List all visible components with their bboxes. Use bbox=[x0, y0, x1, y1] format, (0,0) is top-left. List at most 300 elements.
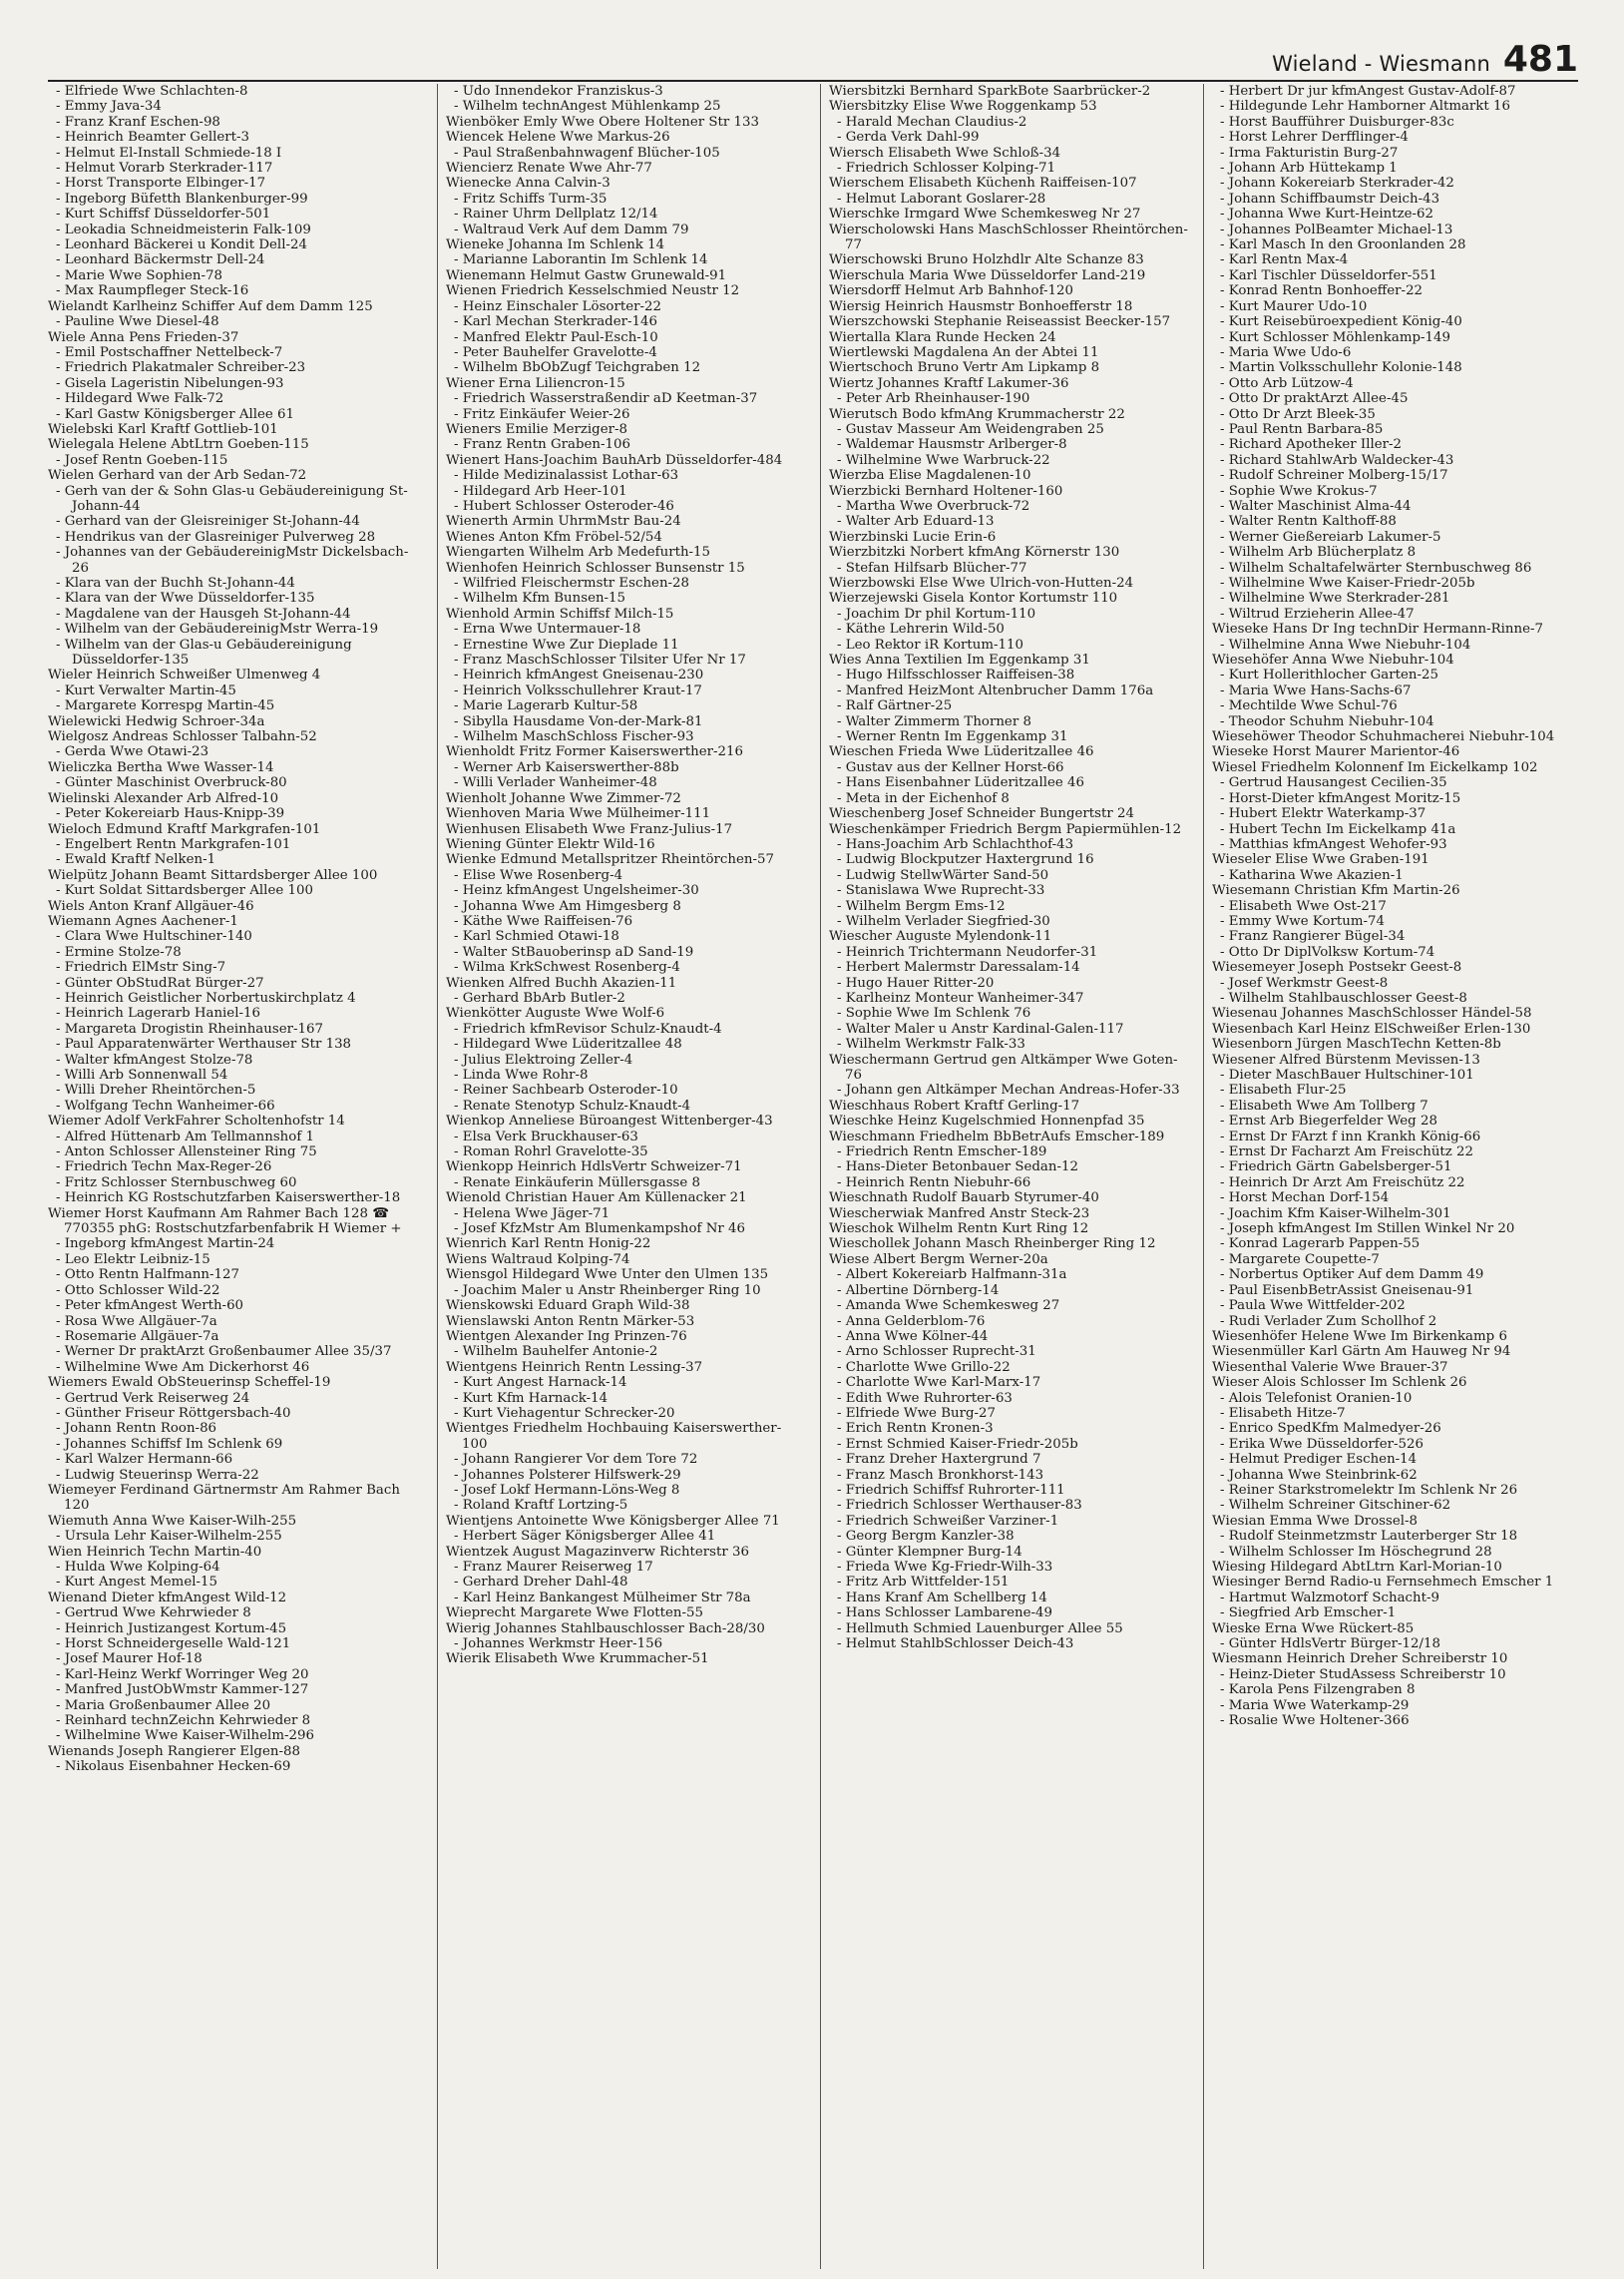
directory-entry: - Walter kfmAngest Stolze-78 bbox=[56, 1052, 253, 1068]
directory-entry: - Friedrich Schlosser Kolping-71 bbox=[837, 161, 1056, 177]
directory-entry: - Maria Großenbaumer Allee 20 bbox=[56, 1697, 271, 1713]
directory-entry: - Ralf Gärtner-25 bbox=[837, 698, 953, 714]
directory-entry: Wierszchowski Stephanie Reiseassist Beecker-157 bbox=[829, 314, 1171, 330]
directory-entry: - Gerh van der & Sohn Glas-u Gebäudereinigung St-Johann-44 bbox=[56, 483, 408, 514]
directory-entry: - Kurt Schiffsf Düsseldorfer-501 bbox=[56, 207, 271, 223]
directory-entry: Wiesemeyer Joseph Postsekr Geest-8 bbox=[1212, 960, 1462, 976]
directory-entry: - Charlotte Wwe Karl-Marx-17 bbox=[837, 1375, 1041, 1391]
directory-entry: - Ernst Arb Biegerfelder Weg 28 bbox=[1220, 1114, 1437, 1130]
directory-entry: - Paul Straßenbahnwagenf Blücher-105 bbox=[454, 145, 720, 161]
directory-entry: - Willi Dreher Rheintörchen-5 bbox=[56, 1083, 256, 1099]
directory-entry: Wierzbowski Else Wwe Ulrich-von-Hutten-24 bbox=[829, 576, 1134, 591]
directory-entry: - Amanda Wwe Schemkesweg 27 bbox=[837, 1298, 1060, 1314]
directory-entry: - Wilhelmine Wwe Am Dickerhorst 46 bbox=[56, 1359, 310, 1375]
directory-entry: - Josef Werkmstr Geest-8 bbox=[1220, 975, 1389, 991]
directory-entry: - Elfriede Wwe Burg-27 bbox=[837, 1405, 997, 1421]
directory-entry: Wielegala Helene AbtLtrn Goeben-115 bbox=[48, 437, 309, 453]
directory-entry: Wieschermann Gertrud gen Altkämper Wwe Goten-76 bbox=[829, 1052, 1178, 1083]
directory-entry: - Kurt Kfm Harnack-14 bbox=[454, 1390, 609, 1406]
directory-entry: Wierschula Maria Wwe Düsseldorfer Land-219 bbox=[829, 267, 1146, 283]
directory-entry: Wiersig Heinrich Hausmstr Bonhoefferstr 18 bbox=[829, 298, 1133, 314]
directory-entry: - Ursula Lehr Kaiser-Wilhelm-255 bbox=[56, 1529, 282, 1545]
directory-entry: - Rosalie Wwe Holtener-366 bbox=[1220, 1713, 1410, 1729]
directory-entry: - Wiltrud Erzieherin Allee-47 bbox=[1220, 606, 1415, 622]
directory-entry: Wielandt Karlheinz Schiffer Auf dem Damm 125 bbox=[48, 298, 373, 314]
directory-entry: - Gertrud Verk Reiserweg 24 bbox=[56, 1390, 250, 1406]
directory-entry: Wieske Erna Wwe Rückert-85 bbox=[1212, 1620, 1415, 1636]
directory-entry: Wienkopp Heinrich HdlsVertr Schweizer-71 bbox=[446, 1159, 742, 1175]
directory-entry: - Martin Volksschullehr Kolonie-148 bbox=[1220, 360, 1462, 376]
directory-entry: Wierschem Elisabeth Küchenh Raiffeisen-107 bbox=[829, 176, 1137, 192]
directory-entry: - Heinrich Rentn Niebuhr-66 bbox=[837, 1174, 1031, 1190]
directory-entry: - Johannes Werkmstr Heer-156 bbox=[454, 1636, 663, 1652]
directory-entry: - Pauline Wwe Diesel-48 bbox=[56, 314, 219, 330]
directory-entry: - Renate Stenotyp Schulz-Knaudt-4 bbox=[454, 1098, 691, 1114]
directory-entry: Wienkop Anneliese Büroangest Wittenberger-43 bbox=[446, 1114, 773, 1130]
directory-entry: - Peter Bauhelfer Gravelotte-4 bbox=[454, 344, 657, 360]
directory-entry: Wienke Edmund Metallspritzer Rheintörchen-57 bbox=[446, 852, 774, 868]
directory-entry: - Heinrich Beamter Gellert-3 bbox=[56, 130, 250, 146]
directory-entry: Wierzbicki Bernhard Holtener-160 bbox=[829, 483, 1063, 499]
directory-entry: - Elisabeth Wwe Am Tollberg 7 bbox=[1220, 1098, 1428, 1114]
directory-entry: Wienholt Johanne Wwe Zimmer-72 bbox=[446, 790, 681, 806]
directory-entry: Wientgen Alexander Ing Prinzen-76 bbox=[446, 1328, 687, 1344]
directory-entry: - Werner Arb Kaiserswerther-88b bbox=[454, 759, 679, 775]
directory-entry: - Gerda Verk Dahl-99 bbox=[837, 130, 980, 146]
directory-entry: - Magdalene van der Hausgeh St-Johann-44 bbox=[56, 606, 351, 622]
directory-entry: - Frieda Wwe Kg-Friedr-Wilh-33 bbox=[837, 1560, 1053, 1575]
directory-entry: Wierscholowski Hans MaschSchlosser Rheintörchen-77 bbox=[829, 222, 1188, 253]
directory-entry: - Günter ObStudRat Bürger-27 bbox=[56, 975, 264, 991]
directory-entry: - Irma Fakturistin Burg-27 bbox=[1220, 145, 1399, 161]
directory-entry: Wiertschoch Bruno Vertr Am Lipkamp 8 bbox=[829, 360, 1100, 376]
directory-entry: Wieschmann Friedhelm BbBetrAufs Emscher-189 bbox=[829, 1129, 1165, 1144]
directory-entry: - Peter Kokereiarb Haus-Knipp-39 bbox=[56, 806, 285, 822]
directory-entry: - Linda Wwe Rohr-8 bbox=[454, 1068, 589, 1083]
directory-entry: - Hubert Elektr Waterkamp-37 bbox=[1220, 806, 1426, 822]
directory-entry: - Fritz Arb Wittfelder-151 bbox=[837, 1575, 1010, 1591]
directory-entry: Wierik Elisabeth Wwe Krummacher-51 bbox=[446, 1651, 709, 1667]
directory-entry: Wiensgol Hildegard Wwe Unter den Ulmen 135 bbox=[446, 1267, 769, 1283]
directory-entry: - Friedrich Schweißer Varziner-1 bbox=[837, 1513, 1059, 1529]
directory-entry: Wiengarten Wilhelm Arb Medefurth-15 bbox=[446, 545, 711, 561]
directory-entry: - Heinrich Lagerarb Haniel-16 bbox=[56, 1006, 260, 1022]
directory-entry: - Wilhelm Werkmstr Falk-33 bbox=[837, 1037, 1025, 1053]
directory-entry: Wieners Emilie Merziger-8 bbox=[446, 421, 627, 437]
directory-entry: - Josef Maurer Hof-18 bbox=[56, 1651, 203, 1667]
directory-entry: Wieseke Horst Maurer Marientor-46 bbox=[1212, 744, 1460, 760]
directory-entry: - Paul Rentn Barbara-85 bbox=[1220, 421, 1384, 437]
directory-entry: Wiele Anna Pens Frieden-37 bbox=[48, 329, 239, 345]
directory-entry: - Günter Klempner Burg-14 bbox=[837, 1544, 1022, 1560]
directory-entry: - Richard Apotheker Iller-2 bbox=[1220, 437, 1402, 453]
directory-entry: Wienold Christian Hauer Am Küllenacker 21 bbox=[446, 1190, 747, 1206]
directory-entry: - Theodor Schuhm Niebuhr-104 bbox=[1220, 713, 1434, 729]
directory-entry: Wiesehöwer Theodor Schuhmacherei Niebuhr-104 bbox=[1212, 729, 1555, 745]
directory-entry: - Karl Heinz Bankangest Mülheimer Str 78a bbox=[454, 1590, 751, 1605]
directory-entry: - Anna Gelderblom-76 bbox=[837, 1313, 986, 1329]
directory-entry: Wielebski Karl Kraftf Gottlieb-101 bbox=[48, 421, 278, 437]
directory-entry: - Günter Maschinist Overbruck-80 bbox=[56, 775, 287, 791]
directory-entry: - Wolfgang Techn Wanheimer-66 bbox=[56, 1098, 275, 1114]
directory-entry: - Rudolf Schreiner Molberg-15/17 bbox=[1220, 468, 1448, 484]
directory-entry: Wiencierz Renate Wwe Ahr-77 bbox=[446, 161, 652, 177]
directory-entry: - Hubert Schlosser Osteroder-46 bbox=[454, 498, 674, 514]
directory-entry: - Wilhelm BbObZugf Teichgraben 12 bbox=[454, 360, 701, 376]
directory-entry: - Roland Kraftf Lortzing-5 bbox=[454, 1498, 628, 1514]
directory-entry: - Hugo Hilfsschlosser Raiffeisen-38 bbox=[837, 668, 1075, 684]
directory-entry: - Johann Schiffbaumstr Deich-43 bbox=[1220, 191, 1440, 207]
directory-entry: - Wilhelm van der GebäudereinigMstr Werra-19 bbox=[56, 622, 379, 638]
directory-entry: Wiels Anton Kranf Allgäuer-46 bbox=[48, 898, 254, 914]
directory-entry: Wiemer Adolf VerkFahrer Scholtenhofstr 14 bbox=[48, 1114, 345, 1130]
directory-entry: - Kurt Hollerithlocher Garten-25 bbox=[1220, 668, 1438, 684]
directory-entry: Wieschok Wilhelm Rentn Kurt Ring 12 bbox=[829, 1221, 1089, 1237]
directory-entry: Wieschnath Rudolf Bauarb Styrumer-40 bbox=[829, 1190, 1099, 1206]
directory-entry: Wiescherwiak Manfred Anstr Steck-23 bbox=[829, 1205, 1090, 1221]
directory-entry: - Martha Wwe Overbruck-72 bbox=[837, 498, 1030, 514]
directory-entry: - Paul Apparatenwärter Werthauser Str 138 bbox=[56, 1037, 352, 1053]
directory-entry: - Horst Baufführer Duisburger-83c bbox=[1220, 114, 1454, 130]
directory-entry: - Ludwig Blockputzer Haxtergrund 16 bbox=[837, 852, 1094, 868]
directory-entry: Wienhoven Maria Wwe Mülheimer-111 bbox=[446, 806, 711, 822]
directory-entry: Wiersbitzky Elise Wwe Roggenkamp 53 bbox=[829, 99, 1097, 115]
directory-entry: - Leokadia Schneidmeisterin Falk-109 bbox=[56, 222, 311, 237]
directory-entry: Wiertz Johannes Kraftf Lakumer-36 bbox=[829, 375, 1069, 391]
directory-entry: - Karl Masch In den Groonlanden 28 bbox=[1220, 237, 1466, 253]
directory-entry: - Ermine Stolze-78 bbox=[56, 944, 182, 960]
directory-entry: Wierschke Irmgard Wwe Schemkesweg Nr 27 bbox=[829, 207, 1141, 223]
directory-entry: Wienskowski Eduard Graph Wild-38 bbox=[446, 1298, 690, 1314]
directory-entry: - Wilhelmine Wwe Kaiser-Wilhelm-296 bbox=[56, 1728, 314, 1744]
directory-entry: - Elsa Verk Bruckhauser-63 bbox=[454, 1129, 638, 1144]
directory-entry: - Horst-Dieter kfmAngest Moritz-15 bbox=[1220, 790, 1461, 806]
directory-entry: - Kurt Reisebüroexpedient König-40 bbox=[1220, 314, 1462, 330]
directory-entry: - Leonhard Bäckermstr Dell-24 bbox=[56, 252, 265, 268]
directory-entry: Wienert Hans-Joachim BauhArb Düsseldorfer-484 bbox=[446, 452, 783, 468]
directory-entry: - Leo Elektr Leibniz-15 bbox=[56, 1251, 210, 1267]
directory-entry: - Walter Zimmerm Thorner 8 bbox=[837, 713, 1031, 729]
directory-entry: - Walter Maschinist Alma-44 bbox=[1220, 498, 1412, 514]
directory-entry: - Kurt Schlosser Möhlenkamp-149 bbox=[1220, 329, 1450, 345]
directory-entry: - Gertrud Hausangest Cecilien-35 bbox=[1220, 775, 1447, 791]
directory-entry: Wieschhaus Robert Kraftf Gerling-17 bbox=[829, 1098, 1080, 1114]
directory-entry: - Hellmuth Schmied Lauenburger Allee 55 bbox=[837, 1620, 1123, 1636]
directory-entry: Wiencek Helene Wwe Markus-26 bbox=[446, 130, 670, 146]
directory-entry: Wienen Friedrich Kesselschmied Neustr 12 bbox=[446, 283, 740, 299]
directory-entry: - Harald Mechan Claudius-2 bbox=[837, 114, 1027, 130]
directory-entry: - Emmy Java-34 bbox=[56, 99, 162, 115]
directory-entry: - Hildegard Wwe Lüderitzallee 48 bbox=[454, 1037, 682, 1053]
directory-entry: - Johann Rangierer Vor dem Tore 72 bbox=[454, 1452, 698, 1468]
directory-entry: Wiesenthal Valerie Wwe Brauer-37 bbox=[1212, 1359, 1448, 1375]
directory-entry: - Fritz Schlosser Sternbuschweg 60 bbox=[56, 1174, 297, 1190]
directory-entry: - Karl Schmied Otawi-18 bbox=[454, 929, 619, 945]
directory-entry: - Ernst Dr Facharzt Am Freischütz 22 bbox=[1220, 1144, 1474, 1160]
directory-entry: - Walter StBauoberinsp aD Sand-19 bbox=[454, 944, 694, 960]
directory-entry: - Ludwig StellwWärter Sand-50 bbox=[837, 867, 1049, 883]
directory-entry: - Otto Schlosser Wild-22 bbox=[56, 1282, 220, 1298]
directory-entry: - Friedrich kfmRevisor Schulz-Knaudt-4 bbox=[454, 1021, 722, 1037]
directory-entry: - Rudi Verlader Zum Schollhof 2 bbox=[1220, 1313, 1437, 1329]
directory-entry: - Friedrich Schlosser Werthauser-83 bbox=[837, 1498, 1082, 1514]
directory-entry: - Reiner Starkstromelektr Im Schlenk Nr 26 bbox=[1220, 1482, 1518, 1498]
directory-entry: Wientges Friedhelm Hochbauing Kaiserswerther-100 bbox=[446, 1421, 782, 1452]
directory-entry: - Richard StahlwArb Waldecker-43 bbox=[1220, 452, 1454, 468]
directory-entry: Wiersbitzki Bernhard SparkBote Saarbrücker-2 bbox=[829, 84, 1151, 99]
directory-entry: Wienes Anton Kfm Fröbel-52/54 bbox=[446, 529, 662, 545]
directory-entry: - Ernst Schmied Kaiser-Friedr-205b bbox=[837, 1436, 1078, 1452]
directory-entry: Wiesener Alfred Bürstenm Mevissen-13 bbox=[1212, 1052, 1480, 1068]
directory-entry: Wielinski Alexander Arb Alfred-10 bbox=[48, 790, 279, 806]
directory-entry: - Wilhelmine Wwe Sterkrader-281 bbox=[1220, 591, 1450, 607]
directory-entry: Wiese Albert Bergm Werner-20a bbox=[829, 1251, 1048, 1267]
directory-entry: Wiens Waltraud Kolping-74 bbox=[446, 1251, 630, 1267]
directory-entry: - Sophie Wwe Im Schlenk 76 bbox=[837, 1006, 1031, 1022]
directory-entry: - Klara van der Buchh St-Johann-44 bbox=[56, 576, 295, 591]
directory-entry: - Hans-Joachim Arb Schlachthof-43 bbox=[837, 836, 1074, 852]
directory-entry: Wienrich Karl Rentn Honig-22 bbox=[446, 1236, 651, 1252]
directory-entry: - Wilhelm Bauhelfer Antonie-2 bbox=[454, 1344, 658, 1360]
directory-entry: - Helena Wwe Jäger-71 bbox=[454, 1205, 610, 1221]
directory-entry: - Franz Maurer Reiserweg 17 bbox=[454, 1560, 653, 1575]
directory-entry: Wierzbitzki Norbert kfmAng Körnerstr 130 bbox=[829, 545, 1120, 561]
directory-entry: - Johann Arb Hüttekamp 1 bbox=[1220, 161, 1398, 177]
directory-entry: - Wilhelm Arb Blücherplatz 8 bbox=[1220, 545, 1417, 561]
directory-entry: - Joachim Dr phil Kortum-110 bbox=[837, 606, 1036, 622]
directory-entry: - Emmy Wwe Kortum-74 bbox=[1220, 913, 1385, 929]
directory-entry: - Karola Pens Filzengraben 8 bbox=[1220, 1682, 1416, 1698]
directory-entry: - Paula Wwe Wittfelder-202 bbox=[1220, 1298, 1406, 1314]
directory-column-3 bbox=[820, 84, 1188, 2269]
directory-entry: - Heinrich Trichtermann Neudorfer-31 bbox=[837, 944, 1098, 960]
directory-entry: Wienholdt Fritz Former Kaiserswerther-216 bbox=[446, 744, 743, 760]
directory-entry: - Johannes Schiffsf Im Schlenk 69 bbox=[56, 1436, 283, 1452]
directory-entry: - Heinrich kfmAngest Gneisenau-230 bbox=[454, 668, 704, 684]
directory-entry: - Hans Schlosser Lambarene-49 bbox=[837, 1605, 1052, 1621]
directory-entry: - Charlotte Wwe Grillo-22 bbox=[837, 1359, 1011, 1375]
page-header bbox=[48, 36, 1578, 82]
directory-entry: - Enrico SpedKfm Malmedyer-26 bbox=[1220, 1421, 1441, 1437]
directory-entry: - Norbertus Optiker Auf dem Damm 49 bbox=[1220, 1267, 1484, 1283]
directory-entry: - Walter Arb Eduard-13 bbox=[837, 514, 995, 530]
directory-entry: - Horst Transporte Elbinger-17 bbox=[56, 176, 266, 192]
directory-entry: Wieschen Frieda Wwe Lüderitzallee 46 bbox=[829, 744, 1094, 760]
directory-entry: Wieloch Edmund Kraftf Markgrafen-101 bbox=[48, 821, 321, 837]
directory-entry: - Franz MaschSchlosser Tilsiter Ufer Nr 17 bbox=[454, 653, 746, 669]
directory-entry: - Hugo Hauer Ritter-20 bbox=[837, 975, 995, 991]
directory-entry: - Konrad Rentn Bonhoeffer-22 bbox=[1220, 283, 1423, 299]
directory-entry: - Wilma KrkSchwest Rosenberg-4 bbox=[454, 960, 680, 976]
directory-entry: - Sibylla Hausdame Von-der-Mark-81 bbox=[454, 713, 703, 729]
directory-entry: - Konrad Lagerarb Pappen-55 bbox=[1220, 1236, 1421, 1252]
directory-entry: - Gerda Wwe Otawi-23 bbox=[56, 744, 209, 760]
directory-entry: Wiesehöfer Anna Wwe Niebuhr-104 bbox=[1212, 653, 1454, 669]
directory-entry: - Wilhelm Schreiner Gitschiner-62 bbox=[1220, 1498, 1451, 1514]
directory-entry: - Kurt Verwalter Martin-45 bbox=[56, 683, 236, 698]
directory-entry: - Kurt Angest Memel-15 bbox=[56, 1575, 217, 1591]
directory-entry: - Hartmut Walzmotorf Schacht-9 bbox=[1220, 1590, 1439, 1605]
directory-entry: Wierutsch Bodo kfmAng Krummacherstr 22 bbox=[829, 406, 1125, 422]
directory-entry: - Otto Arb Lützow-4 bbox=[1220, 375, 1354, 391]
directory-entry: Wiesing Hildegard AbtLtrn Karl-Morian-10 bbox=[1212, 1560, 1502, 1575]
directory-entry: Wienand Dieter kfmAngest Wild-12 bbox=[48, 1590, 287, 1605]
directory-entry: Wientgens Heinrich Rentn Lessing-37 bbox=[446, 1359, 703, 1375]
directory-entry: Wienerth Armin UhrmMstr Bau-24 bbox=[446, 514, 681, 530]
directory-entry: - Heinrich Dr Arzt Am Freischütz 22 bbox=[1220, 1174, 1465, 1190]
directory-entry: - Reinhard technZeichn Kehrwieder 8 bbox=[56, 1713, 311, 1729]
directory-entry: - Waldemar Hausmstr Arlberger-8 bbox=[837, 437, 1067, 453]
directory-entry: - Heinz kfmAngest Ungelsheimer-30 bbox=[454, 883, 699, 899]
directory-entry: Wiesenmüller Karl Gärtn Am Hauweg Nr 94 bbox=[1212, 1344, 1511, 1360]
directory-entry: - Klara van der Wwe Düsseldorfer-135 bbox=[56, 591, 315, 607]
directory-entry: - Elisabeth Flur-25 bbox=[1220, 1083, 1347, 1099]
directory-entry: - Karlheinz Monteur Wanheimer-347 bbox=[837, 990, 1084, 1006]
directory-entry: - Heinz Einschaler Lösorter-22 bbox=[454, 298, 661, 314]
directory-entry: Wielpütz Johann Beamt Sittardsberger Allee 100 bbox=[48, 867, 378, 883]
directory-entry: - Hildegunde Lehr Hamborner Altmarkt 16 bbox=[1220, 99, 1510, 115]
directory-entry: Wien Heinrich Techn Martin-40 bbox=[48, 1544, 262, 1560]
directory-entry: Wientzek August Magazinverw Richterstr 36 bbox=[446, 1544, 749, 1560]
directory-columns bbox=[48, 84, 1578, 2269]
directory-entry: - Marie Lagerarb Kultur-58 bbox=[454, 698, 638, 714]
directory-column-2 bbox=[437, 84, 805, 2269]
directory-entry: - Leonhard Bäckerei u Kondit Dell-24 bbox=[56, 237, 307, 253]
directory-entry: - Fritz Schiffs Turm-35 bbox=[454, 191, 608, 207]
directory-entry: Wienemann Helmut Gastw Grunewald-91 bbox=[446, 267, 727, 283]
directory-entry: Wies Anna Textilien Im Eggenkamp 31 bbox=[829, 653, 1090, 669]
directory-entry: - Fritz Einkäufer Weier-26 bbox=[454, 406, 630, 422]
directory-entry: - Werner Gießereiarb Lakumer-5 bbox=[1220, 529, 1441, 545]
directory-entry: - Wilhelm Schlosser Im Höschegrund 28 bbox=[1220, 1544, 1492, 1560]
directory-entry: - Johann Kokereiarb Sterkrader-42 bbox=[1220, 176, 1454, 192]
directory-entry: - Wilhelmine Anna Wwe Niebuhr-104 bbox=[1220, 637, 1471, 653]
directory-entry: - Reiner Sachbearb Osteroder-10 bbox=[454, 1083, 678, 1099]
directory-entry: - Franz Dreher Haxtergrund 7 bbox=[837, 1452, 1041, 1468]
directory-entry: Wieschollek Johann Masch Rheinberger Ring 12 bbox=[829, 1236, 1156, 1252]
directory-entry: - Herbert Dr jur kfmAngest Gustav-Adolf-87 bbox=[1220, 84, 1516, 99]
directory-entry: - Friedrich Techn Max-Reger-26 bbox=[56, 1159, 272, 1175]
directory-entry: Wierig Johannes Stahlbauschlosser Bach-28/30 bbox=[446, 1620, 765, 1636]
directory-entry: - Manfred HeizMont Altenbrucher Damm 176a bbox=[837, 683, 1154, 698]
directory-entry: Wienhold Armin Schiffsf Milch-15 bbox=[446, 606, 674, 622]
directory-entry: - Friedrich ElMstr Sing-7 bbox=[56, 960, 226, 976]
directory-entry: Wiesel Friedhelm Kolonnenf Im Eickelkamp 102 bbox=[1212, 759, 1538, 775]
directory-entry: Wienhusen Elisabeth Wwe Franz-Julius-17 bbox=[446, 821, 733, 837]
directory-entry: - Friedrich Wasserstraßendir aD Keetman-37 bbox=[454, 391, 758, 407]
directory-entry: - Helmut El-Install Schmiede-18 I bbox=[56, 145, 282, 161]
directory-entry: Wielewicki Hedwig Schroer-34a bbox=[48, 713, 265, 729]
directory-entry: - Ingeborg kfmAngest Martin-24 bbox=[56, 1236, 275, 1252]
directory-entry: - Hans Kranf Am Schellberg 14 bbox=[837, 1590, 1047, 1605]
directory-entry: - Gustav Masseur Am Weidengraben 25 bbox=[837, 421, 1104, 437]
directory-entry: - Erich Rentn Kronen-3 bbox=[837, 1421, 994, 1437]
directory-entry: - Wilfried Fleischermstr Eschen-28 bbox=[454, 576, 690, 591]
directory-entry: Wiescher Auguste Mylendonk-11 bbox=[829, 929, 1052, 945]
directory-entry: - Gertrud Wwe Kehrwieder 8 bbox=[56, 1605, 251, 1621]
directory-entry: - Otto Dr DiplVolksw Kortum-74 bbox=[1220, 944, 1435, 960]
directory-entry: - Engelbert Rentn Markgrafen-101 bbox=[56, 836, 291, 852]
directory-entry: Wieschenkämper Friedrich Bergm Papiermühlen-12 bbox=[829, 821, 1182, 837]
directory-entry: Wiemer Horst Kaufmann Am Rahmer Bach 128 ☎ 770355 phG: Rostschutzfarbenfabrik H Wiemer + bbox=[48, 1205, 402, 1237]
directory-entry: Wierzbinski Lucie Erin-6 bbox=[829, 529, 997, 545]
directory-entry: - Ewald Kraftf Nelken-1 bbox=[56, 852, 216, 868]
directory-entry: - Elisabeth Wwe Ost-217 bbox=[1220, 898, 1387, 914]
directory-entry: - Franz Kranf Eschen-98 bbox=[56, 114, 220, 130]
directory-entry: - Helmut Laborant Goslarer-28 bbox=[837, 191, 1046, 207]
directory-entry: - Clara Wwe Hultschiner-140 bbox=[56, 929, 252, 945]
directory-entry: - Margareta Drogistin Rheinhauser-167 bbox=[56, 1021, 323, 1037]
directory-entry: Wiemeyer Ferdinand Gärtnermstr Am Rahmer Bach 120 bbox=[48, 1482, 400, 1514]
directory-entry: - Wilhelm Schaltafelwärter Sternbuschweg 86 bbox=[1220, 560, 1532, 576]
directory-entry: Wienands Joseph Rangierer Elgen-88 bbox=[48, 1743, 300, 1759]
directory-entry: - Helmut Vorarb Sterkrader-117 bbox=[56, 161, 273, 177]
directory-entry: - Horst Lehrer Derfflinger-4 bbox=[1220, 130, 1409, 146]
directory-entry: Wielen Gerhard van der Arb Sedan-72 bbox=[48, 468, 307, 484]
directory-entry: - Hildegard Arb Heer-101 bbox=[454, 483, 627, 499]
directory-entry: - Friedrich Gärtn Gabelsberger-51 bbox=[1220, 1159, 1452, 1175]
directory-entry: - Herbert Säger Königsberger Allee 41 bbox=[454, 1529, 716, 1545]
directory-entry: - Otto Rentn Halfmann-127 bbox=[56, 1267, 239, 1283]
page-number: 481 bbox=[1502, 39, 1578, 80]
directory-entry: - Julius Elektroing Zeller-4 bbox=[454, 1052, 633, 1068]
directory-entry: - Friedrich Plakatmaler Schreiber-23 bbox=[56, 360, 306, 376]
directory-entry: - Karl-Heinz Werkf Worringer Weg 20 bbox=[56, 1666, 309, 1682]
directory-entry: - Rudolf Steinmetzmstr Lauterberger Str 18 bbox=[1220, 1529, 1518, 1545]
directory-entry: - Heinrich Volksschullehrer Kraut-17 bbox=[454, 683, 702, 698]
directory-entry: - Karl Rentn Max-4 bbox=[1220, 252, 1349, 268]
directory-entry: Wiesenhöfer Helene Wwe Im Birkenkamp 6 bbox=[1212, 1328, 1507, 1344]
directory-entry: - Wilhelm Kfm Bunsen-15 bbox=[454, 591, 626, 607]
directory-entry: - Josef Lokf Hermann-Löns-Weg 8 bbox=[454, 1482, 680, 1498]
directory-entry: - Ludwig Steuerinsp Werra-22 bbox=[56, 1467, 259, 1483]
directory-entry: Wieliczka Bertha Wwe Wasser-14 bbox=[48, 759, 274, 775]
directory-entry: - Wilhelmine Wwe Kaiser-Friedr-205b bbox=[1220, 576, 1475, 591]
directory-entry: - Kurt Viehagentur Schrecker-20 bbox=[454, 1405, 675, 1421]
directory-entry: - Johanna Wwe Kurt-Heintze-62 bbox=[1220, 207, 1434, 223]
directory-entry: Wielgosz Andreas Schlosser Talbahn-52 bbox=[48, 729, 317, 745]
directory-entry: - Gerhard Dreher Dahl-48 bbox=[454, 1575, 628, 1591]
directory-entry: Wiesenbach Karl Heinz ElSchweißer Erlen-130 bbox=[1212, 1021, 1531, 1037]
directory-entry: - Kurt Angest Harnack-14 bbox=[454, 1375, 627, 1391]
directory-entry: - Hubert Techn Im Eickelkamp 41a bbox=[1220, 821, 1456, 837]
directory-entry: - Hilde Medizinalassist Lothar-63 bbox=[454, 468, 679, 484]
directory-entry: Wiemuth Anna Wwe Kaiser-Wilh-255 bbox=[48, 1513, 297, 1529]
directory-entry: - Johannes van der GebäudereinigMstr Dickelsbach-26 bbox=[56, 545, 409, 576]
directory-entry: - Hendrikus van der Glasreiniger Pulverweg 28 bbox=[56, 529, 376, 545]
directory-entry: - Arno Schlosser Ruprecht-31 bbox=[837, 1344, 1036, 1360]
directory-entry: - Willi Verlader Wanheimer-48 bbox=[454, 775, 657, 791]
directory-entry: - Nikolaus Eisenbahner Hecken-69 bbox=[56, 1759, 291, 1775]
directory-entry: Wiesenborn Jürgen MaschTechn Ketten-8b bbox=[1212, 1037, 1501, 1053]
directory-entry: - Hildegard Wwe Falk-72 bbox=[56, 391, 224, 407]
directory-entry: - Manfred JustObWmstr Kammer-127 bbox=[56, 1682, 309, 1698]
directory-entry: Wienböker Emly Wwe Obere Holtener Str 133 bbox=[446, 114, 759, 130]
directory-entry: Wiesmann Heinrich Dreher Schreiberstr 10 bbox=[1212, 1651, 1508, 1667]
directory-entry: - Johanna Wwe Am Himgesberg 8 bbox=[454, 898, 681, 914]
directory-entry: - Käthe Lehrerin Wild-50 bbox=[837, 622, 1005, 638]
directory-entry: - Karl Walzer Hermann-66 bbox=[56, 1452, 233, 1468]
directory-entry: - Gisela Lageristin Nibelungen-93 bbox=[56, 375, 284, 391]
directory-entry: Wiening Günter Elektr Wild-16 bbox=[446, 836, 655, 852]
directory-entry: - Heinrich Justizangest Kortum-45 bbox=[56, 1620, 287, 1636]
directory-entry: - Max Raumpfleger Steck-16 bbox=[56, 283, 249, 299]
directory-entry: - Gerhard van der Gleisreiniger St-Johann-44 bbox=[56, 514, 360, 530]
directory-entry: - Stanislawa Wwe Ruprecht-33 bbox=[837, 883, 1045, 899]
directory-entry: - Katharina Wwe Akazien-1 bbox=[1220, 867, 1404, 883]
directory-entry: - Otto Dr Arzt Bleek-35 bbox=[1220, 406, 1376, 422]
directory-entry: - Heinrich Geistlicher Norbertuskirchplatz 4 bbox=[56, 990, 356, 1006]
